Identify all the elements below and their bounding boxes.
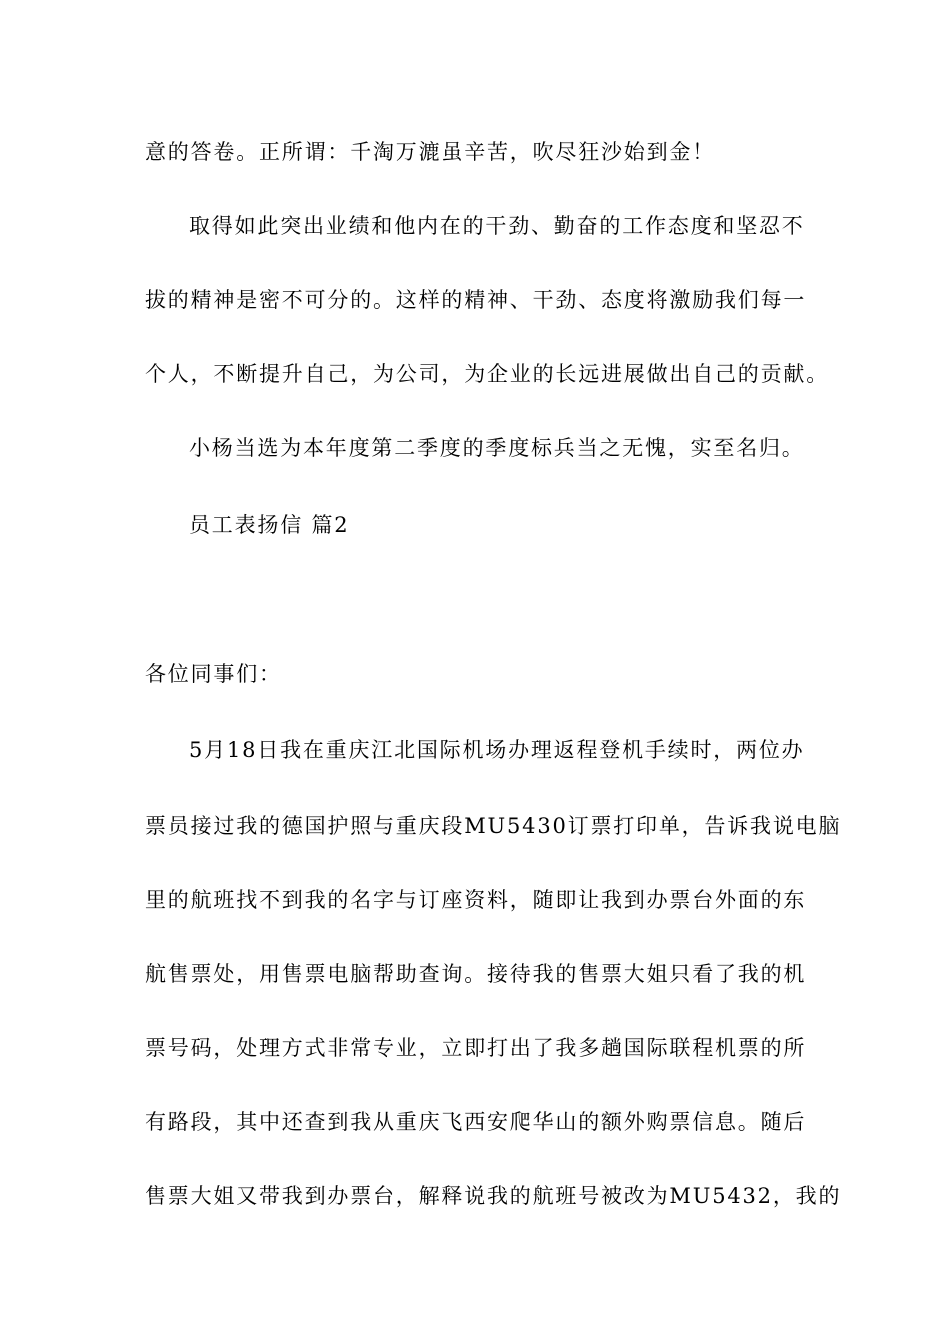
text-line: 票号码，处理方式非常专业，立即打出了我多趟国际联程机票的所: [145, 1036, 807, 1060]
text-line: 航售票处，用售票电脑帮助查询。接待我的售票大姐只看了我的机: [145, 962, 807, 986]
text-line: 意的答卷。正所谓：千淘万漉虽辛苦，吹尽狂沙始到金！: [145, 140, 715, 164]
text-line: 拔的精神是密不可分的。这样的精神、干劲、态度将激励我们每一: [145, 288, 807, 312]
text-line: 售票大姐又带我到办票台，解释说我的航班号被改为MU5432，我的: [145, 1184, 842, 1208]
text-line: 票员接过我的德国护照与重庆段MU5430订票打印单，告诉我说电脑: [145, 814, 842, 838]
text-line: 个人，不断提升自己，为公司，为企业的长远进展做出自己的贡献。: [145, 362, 829, 386]
text-line: 5月18日我在重庆江北国际机场办理返程登机手续时，两位办: [189, 738, 805, 762]
section-heading: 员工表扬信 篇2: [189, 513, 350, 537]
salutation: 各位同事们：: [145, 662, 282, 686]
text-line: 小杨当选为本年度第二季度的季度标兵当之无愧，实至名归。: [189, 436, 805, 460]
text-line: 有路段，其中还查到我从重庆飞西安爬华山的额外购票信息。随后: [145, 1110, 807, 1134]
text-line: 里的航班找不到我的名字与订座资料，随即让我到办票台外面的东: [145, 888, 807, 912]
text-line: 取得如此突出业绩和他内在的干劲、勤奋的工作态度和坚忍不: [189, 214, 805, 238]
